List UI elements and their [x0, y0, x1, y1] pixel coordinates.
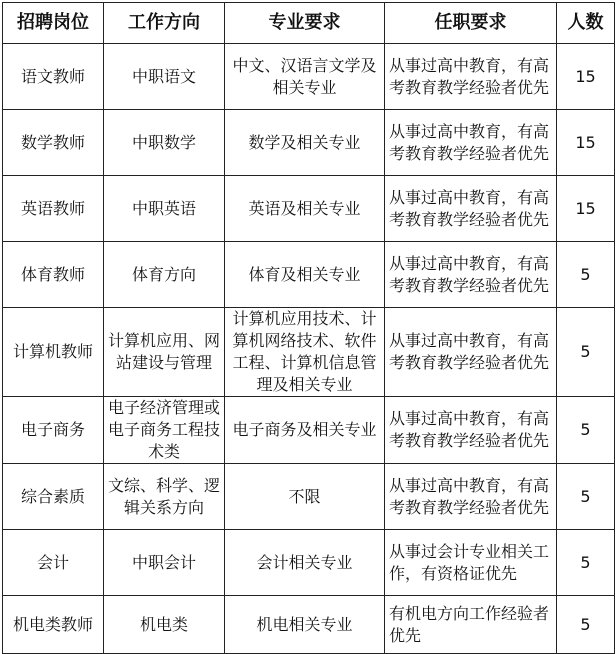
cell-direction: 中职英语: [104, 176, 225, 242]
cell-major: 英语及相关专业: [225, 176, 385, 242]
cell-requirement: 从事过会计专业相关工作，有资格证优先: [385, 530, 557, 596]
cell-position: 语文教师: [3, 44, 104, 110]
table-row: [3, 242, 615, 308]
cell-count: 5: [557, 308, 615, 397]
cell-count: 5: [557, 464, 615, 530]
cell-position: 体育教师: [3, 242, 104, 308]
cell-direction: 体育方向: [104, 242, 225, 308]
header-requirement: 任职要求: [385, 3, 557, 44]
cell-requirement: 从事过高中教育，有高考教育教学经验者优先: [385, 308, 557, 397]
table-row: [3, 397, 615, 464]
cell-direction: 中职语文: [104, 44, 225, 110]
cell-position: 英语教师: [3, 176, 104, 242]
cell-count: 5: [557, 530, 615, 596]
cell-requirement: 从事过高中教育，有高考教育教学经验者优先: [385, 464, 557, 530]
cell-requirement: 从事过高中教育，有高考教育教学经验者优先: [385, 110, 557, 176]
cell-requirement: 从事过高中教育，有高考教育教学经验者优先: [385, 44, 557, 110]
cell-direction: 文综、科学、逻辑关系方向: [104, 464, 225, 530]
cell-requirement: 从事过高中教育，有高考教育教学经验者优先: [385, 176, 557, 242]
cell-major: 电子商务及相关专业: [225, 397, 385, 464]
cell-direction: 机电类: [104, 596, 225, 654]
cell-major: 体育及相关专业: [225, 242, 385, 308]
cell-position: 会计: [3, 530, 104, 596]
cell-position: 计算机教师: [3, 308, 104, 397]
header-major: 专业要求: [225, 3, 385, 44]
table-row: [3, 176, 615, 242]
table-row: [3, 110, 615, 176]
cell-major: 中文、汉语言文学及相关专业: [225, 44, 385, 110]
cell-major: 会计相关专业: [225, 530, 385, 596]
header-count: 人数: [557, 3, 615, 44]
table-header-row: [3, 3, 615, 44]
table-row: [3, 44, 615, 110]
cell-requirement: 从事过高中教育，有高考教育教学经验者优先: [385, 397, 557, 464]
cell-requirement: 有机电方向工作经验者优先: [385, 596, 557, 654]
cell-major: 计算机应用技术、计算机网络技术、软件工程、计算机信息管理及相关专业: [225, 308, 385, 397]
cell-count: 15: [557, 176, 615, 242]
cell-count: 5: [557, 596, 615, 654]
cell-direction: 中职会计: [104, 530, 225, 596]
cell-direction: 电子经济管理或电子商务工程技术类: [104, 397, 225, 464]
cell-count: 5: [557, 242, 615, 308]
cell-position: 数学教师: [3, 110, 104, 176]
cell-direction: 中职数学: [104, 110, 225, 176]
cell-major: 不限: [225, 464, 385, 530]
recruitment-table: [2, 2, 615, 654]
cell-count: 15: [557, 44, 615, 110]
header-direction: 工作方向: [104, 3, 225, 44]
table-row: [3, 464, 615, 530]
cell-count: 5: [557, 397, 615, 464]
cell-position: 综合素质: [3, 464, 104, 530]
table-row: [3, 530, 615, 596]
table-row: [3, 596, 615, 654]
cell-major: 数学及相关专业: [225, 110, 385, 176]
cell-direction: 计算机应用、网站建设与管理: [104, 308, 225, 397]
cell-position: 机电类教师: [3, 596, 104, 654]
cell-requirement: 从事过高中教育，有高考教育教学经验者优先: [385, 242, 557, 308]
cell-position: 电子商务: [3, 397, 104, 464]
table-row: [3, 308, 615, 397]
header-position: 招聘岗位: [3, 3, 104, 44]
cell-count: 15: [557, 110, 615, 176]
cell-major: 机电相关专业: [225, 596, 385, 654]
